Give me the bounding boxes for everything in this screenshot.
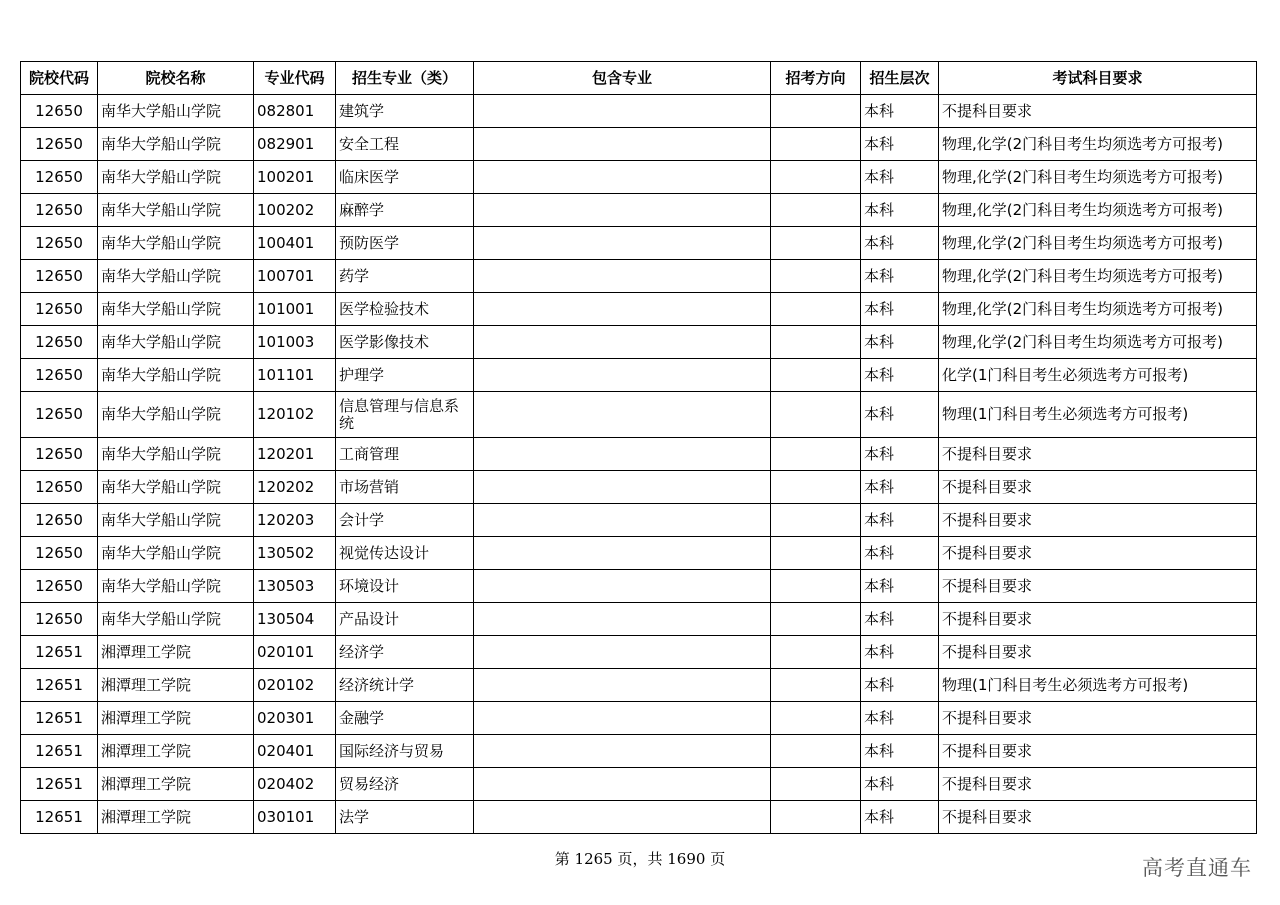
direction-cell	[771, 603, 861, 636]
school-code-cell: 12650	[21, 504, 98, 537]
major-code-cell: 120202	[254, 471, 336, 504]
school-code-cell: 12651	[21, 735, 98, 768]
direction-cell	[771, 95, 861, 128]
subject-requirement-cell: 物理,化学(2门科目考生均须选考方可报考)	[939, 326, 1257, 359]
included-majors-cell	[474, 438, 771, 471]
major-code-cell: 101101	[254, 359, 336, 392]
school-name-cell: 南华大学船山学院	[98, 570, 254, 603]
level-cell: 本科	[861, 669, 939, 702]
included-majors-cell	[474, 161, 771, 194]
level-cell: 本科	[861, 636, 939, 669]
table-row	[21, 801, 1257, 834]
subject-requirement-cell: 物理,化学(2门科目考生均须选考方可报考)	[939, 161, 1257, 194]
school-name-cell: 南华大学船山学院	[98, 194, 254, 227]
major-cell: 预防医学	[336, 227, 474, 260]
table-row	[21, 227, 1257, 260]
direction-cell	[771, 438, 861, 471]
included-majors-cell	[474, 504, 771, 537]
included-majors-cell	[474, 359, 771, 392]
level-cell: 本科	[861, 603, 939, 636]
table-row	[21, 326, 1257, 359]
major-code-cell: 020301	[254, 702, 336, 735]
table-row	[21, 293, 1257, 326]
direction-cell	[771, 768, 861, 801]
subject-requirement-cell: 不提科目要求	[939, 636, 1257, 669]
level-cell: 本科	[861, 735, 939, 768]
direction-cell	[771, 392, 861, 438]
col-header-level: 招生层次	[861, 62, 939, 95]
subject-requirement-cell: 物理(1门科目考生必须选考方可报考)	[939, 669, 1257, 702]
level-cell: 本科	[861, 392, 939, 438]
table-row	[21, 735, 1257, 768]
school-code-cell: 12651	[21, 669, 98, 702]
included-majors-cell	[474, 768, 771, 801]
major-cell: 临床医学	[336, 161, 474, 194]
major-cell: 贸易经济	[336, 768, 474, 801]
included-majors-cell	[474, 603, 771, 636]
watermark: 高考直通车	[1142, 856, 1252, 880]
direction-cell	[771, 537, 861, 570]
table-row	[21, 194, 1257, 227]
school-code-cell: 12650	[21, 293, 98, 326]
major-code-cell: 100701	[254, 260, 336, 293]
included-majors-cell	[474, 95, 771, 128]
major-code-cell: 100202	[254, 194, 336, 227]
col-header-major-code: 专业代码	[254, 62, 336, 95]
school-name-cell: 湘潭理工学院	[98, 702, 254, 735]
school-code-cell: 12650	[21, 260, 98, 293]
level-cell: 本科	[861, 359, 939, 392]
direction-cell	[771, 359, 861, 392]
included-majors-cell	[474, 636, 771, 669]
level-cell: 本科	[861, 801, 939, 834]
level-cell: 本科	[861, 438, 939, 471]
table-row	[21, 603, 1257, 636]
school-name-cell: 湘潭理工学院	[98, 801, 254, 834]
subject-requirement-cell: 不提科目要求	[939, 471, 1257, 504]
major-cell: 国际经济与贸易	[336, 735, 474, 768]
school-code-cell: 12650	[21, 603, 98, 636]
level-cell: 本科	[861, 128, 939, 161]
school-code-cell: 12650	[21, 161, 98, 194]
subject-requirement-cell: 不提科目要求	[939, 735, 1257, 768]
direction-cell	[771, 570, 861, 603]
major-cell: 法学	[336, 801, 474, 834]
col-header-included-majors: 包含专业	[474, 62, 771, 95]
direction-cell	[771, 801, 861, 834]
major-cell: 护理学	[336, 359, 474, 392]
school-code-cell: 12650	[21, 194, 98, 227]
school-name-cell: 南华大学船山学院	[98, 392, 254, 438]
direction-cell	[771, 194, 861, 227]
school-code-cell: 12651	[21, 801, 98, 834]
major-cell: 工商管理	[336, 438, 474, 471]
major-code-cell: 082901	[254, 128, 336, 161]
direction-cell	[771, 227, 861, 260]
table-row	[21, 768, 1257, 801]
included-majors-cell	[474, 669, 771, 702]
major-cell: 经济学	[336, 636, 474, 669]
included-majors-cell	[474, 227, 771, 260]
included-majors-cell	[474, 293, 771, 326]
included-majors-cell	[474, 194, 771, 227]
major-cell: 安全工程	[336, 128, 474, 161]
level-cell: 本科	[861, 504, 939, 537]
major-cell: 建筑学	[336, 95, 474, 128]
col-header-major: 招生专业（类）	[336, 62, 474, 95]
school-code-cell: 12650	[21, 326, 98, 359]
level-cell: 本科	[861, 702, 939, 735]
included-majors-cell	[474, 702, 771, 735]
level-cell: 本科	[861, 768, 939, 801]
school-name-cell: 湘潭理工学院	[98, 636, 254, 669]
subject-requirement-cell: 物理,化学(2门科目考生均须选考方可报考)	[939, 227, 1257, 260]
school-name-cell: 南华大学船山学院	[98, 293, 254, 326]
major-cell: 市场营销	[336, 471, 474, 504]
table-row	[21, 537, 1257, 570]
school-name-cell: 湘潭理工学院	[98, 768, 254, 801]
school-code-cell: 12650	[21, 570, 98, 603]
school-name-cell: 南华大学船山学院	[98, 471, 254, 504]
subject-requirement-cell: 不提科目要求	[939, 768, 1257, 801]
subject-requirement-cell: 物理,化学(2门科目考生均须选考方可报考)	[939, 194, 1257, 227]
major-code-cell: 100201	[254, 161, 336, 194]
major-cell: 医学检验技术	[336, 293, 474, 326]
major-code-cell: 020101	[254, 636, 336, 669]
admission-table	[20, 61, 1257, 834]
table-row	[21, 504, 1257, 537]
included-majors-cell	[474, 471, 771, 504]
school-name-cell: 南华大学船山学院	[98, 326, 254, 359]
school-code-cell: 12650	[21, 227, 98, 260]
major-code-cell: 130502	[254, 537, 336, 570]
major-cell: 经济统计学	[336, 669, 474, 702]
major-cell: 金融学	[336, 702, 474, 735]
included-majors-cell	[474, 735, 771, 768]
table-row	[21, 260, 1257, 293]
school-code-cell: 12650	[21, 392, 98, 438]
direction-cell	[771, 293, 861, 326]
direction-cell	[771, 504, 861, 537]
included-majors-cell	[474, 128, 771, 161]
level-cell: 本科	[861, 471, 939, 504]
direction-cell	[771, 702, 861, 735]
major-cell: 产品设计	[336, 603, 474, 636]
level-cell: 本科	[861, 293, 939, 326]
table-row	[21, 702, 1257, 735]
table-row	[21, 570, 1257, 603]
direction-cell	[771, 636, 861, 669]
subject-requirement-cell: 物理(1门科目考生必须选考方可报考)	[939, 392, 1257, 438]
table-row	[21, 669, 1257, 702]
major-cell: 麻醉学	[336, 194, 474, 227]
school-code-cell: 12650	[21, 359, 98, 392]
subject-requirement-cell: 物理,化学(2门科目考生均须选考方可报考)	[939, 128, 1257, 161]
included-majors-cell	[474, 801, 771, 834]
direction-cell	[771, 260, 861, 293]
major-code-cell: 120201	[254, 438, 336, 471]
school-name-cell: 南华大学船山学院	[98, 95, 254, 128]
table-row	[21, 359, 1257, 392]
subject-requirement-cell: 不提科目要求	[939, 603, 1257, 636]
school-name-cell: 南华大学船山学院	[98, 603, 254, 636]
included-majors-cell	[474, 260, 771, 293]
school-name-cell: 南华大学船山学院	[98, 504, 254, 537]
direction-cell	[771, 471, 861, 504]
level-cell: 本科	[861, 537, 939, 570]
school-name-cell: 南华大学船山学院	[98, 227, 254, 260]
school-code-cell: 12650	[21, 95, 98, 128]
col-header-school-name: 院校名称	[98, 62, 254, 95]
school-name-cell: 湘潭理工学院	[98, 669, 254, 702]
table-row	[21, 392, 1257, 438]
subject-requirement-cell: 不提科目要求	[939, 95, 1257, 128]
col-header-subject-requirement: 考试科目要求	[939, 62, 1257, 95]
major-code-cell: 130503	[254, 570, 336, 603]
subject-requirement-cell: 不提科目要求	[939, 438, 1257, 471]
school-name-cell: 南华大学船山学院	[98, 128, 254, 161]
major-cell: 环境设计	[336, 570, 474, 603]
level-cell: 本科	[861, 260, 939, 293]
table-row	[21, 471, 1257, 504]
level-cell: 本科	[861, 194, 939, 227]
subject-requirement-cell: 物理,化学(2门科目考生均须选考方可报考)	[939, 260, 1257, 293]
direction-cell	[771, 326, 861, 359]
subject-requirement-cell: 不提科目要求	[939, 504, 1257, 537]
included-majors-cell	[474, 537, 771, 570]
subject-requirement-cell: 不提科目要求	[939, 801, 1257, 834]
school-name-cell: 南华大学船山学院	[98, 260, 254, 293]
school-name-cell: 南华大学船山学院	[98, 359, 254, 392]
included-majors-cell	[474, 570, 771, 603]
subject-requirement-cell: 化学(1门科目考生必须选考方可报考)	[939, 359, 1257, 392]
table-row	[21, 128, 1257, 161]
major-code-cell: 082801	[254, 95, 336, 128]
included-majors-cell	[474, 326, 771, 359]
major-cell: 会计学	[336, 504, 474, 537]
header-row	[21, 62, 1257, 95]
major-cell: 医学影像技术	[336, 326, 474, 359]
subject-requirement-cell: 不提科目要求	[939, 537, 1257, 570]
table-row	[21, 438, 1257, 471]
major-code-cell: 020402	[254, 768, 336, 801]
major-cell: 信息管理与信息系统	[336, 392, 474, 438]
direction-cell	[771, 669, 861, 702]
major-code-cell: 101003	[254, 326, 336, 359]
school-code-cell: 12651	[21, 636, 98, 669]
level-cell: 本科	[861, 326, 939, 359]
page-footer: 第 1265 页，共 1690 页	[554, 850, 726, 868]
major-code-cell: 120102	[254, 392, 336, 438]
table-row	[21, 636, 1257, 669]
major-code-cell: 130504	[254, 603, 336, 636]
major-code-cell: 030101	[254, 801, 336, 834]
major-code-cell: 020102	[254, 669, 336, 702]
major-cell: 药学	[336, 260, 474, 293]
direction-cell	[771, 161, 861, 194]
school-code-cell: 12650	[21, 537, 98, 570]
school-name-cell: 南华大学船山学院	[98, 537, 254, 570]
school-code-cell: 12650	[21, 438, 98, 471]
level-cell: 本科	[861, 227, 939, 260]
table-row	[21, 95, 1257, 128]
major-code-cell: 120203	[254, 504, 336, 537]
subject-requirement-cell: 不提科目要求	[939, 570, 1257, 603]
major-cell: 视觉传达设计	[336, 537, 474, 570]
table-body	[21, 95, 1257, 834]
school-code-cell: 12650	[21, 128, 98, 161]
direction-cell	[771, 128, 861, 161]
table-row	[21, 161, 1257, 194]
major-code-cell: 101001	[254, 293, 336, 326]
school-name-cell: 南华大学船山学院	[98, 161, 254, 194]
school-name-cell: 南华大学船山学院	[98, 438, 254, 471]
level-cell: 本科	[861, 161, 939, 194]
col-header-direction: 招考方向	[771, 62, 861, 95]
level-cell: 本科	[861, 95, 939, 128]
school-code-cell: 12650	[21, 471, 98, 504]
level-cell: 本科	[861, 570, 939, 603]
subject-requirement-cell: 不提科目要求	[939, 702, 1257, 735]
school-code-cell: 12651	[21, 768, 98, 801]
major-code-cell: 020401	[254, 735, 336, 768]
school-code-cell: 12651	[21, 702, 98, 735]
included-majors-cell	[474, 392, 771, 438]
school-name-cell: 湘潭理工学院	[98, 735, 254, 768]
direction-cell	[771, 735, 861, 768]
major-code-cell: 100401	[254, 227, 336, 260]
subject-requirement-cell: 物理,化学(2门科目考生均须选考方可报考)	[939, 293, 1257, 326]
col-header-school-code: 院校代码	[21, 62, 98, 95]
